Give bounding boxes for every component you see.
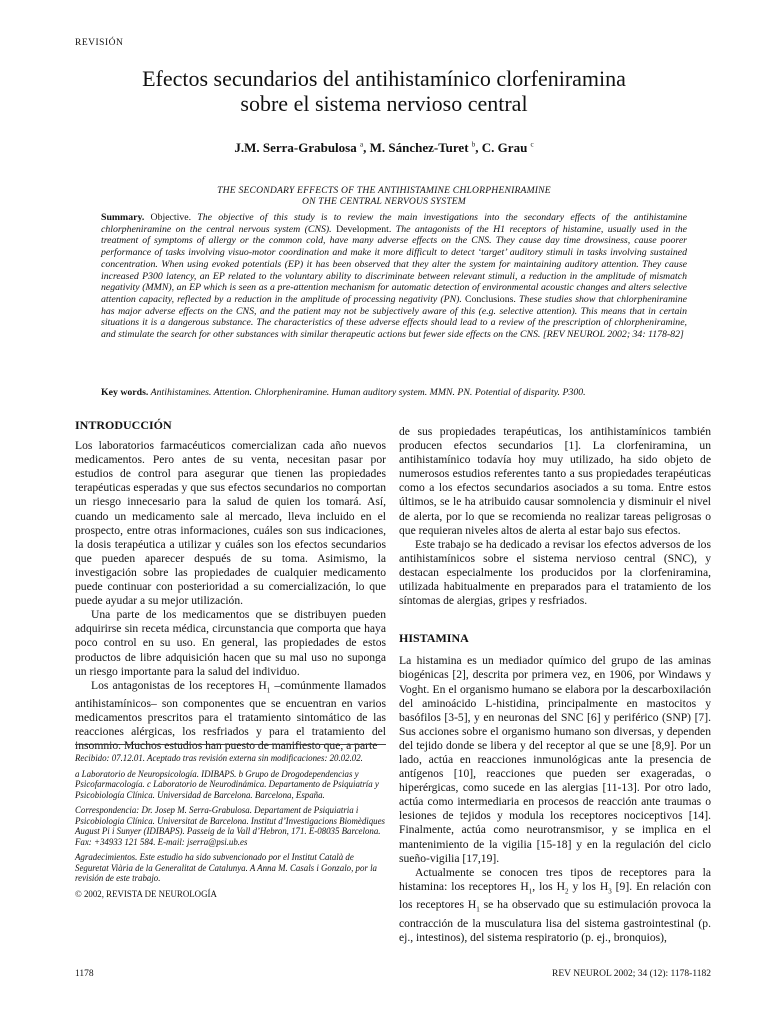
section-heading-histamina: HISTAMINA	[399, 631, 469, 646]
paragraph-text: Actualmente se conocen tres tipos de receptores para la histamina: los receptores H	[399, 865, 711, 893]
footnote-divider	[75, 744, 386, 745]
paragraph-text: se ha observado que su estimulación provoca la contracción de la musculatura lisa del sistema gastrointestinal (p. ej., intestinos), del sistema respiratorio (p. ej., bronquios),	[399, 898, 711, 944]
author-affiliation-mark: b	[471, 140, 476, 149]
subscript: 3	[608, 887, 612, 896]
title-line-2: sobre el sistema nervioso central	[240, 91, 528, 116]
author-affiliation-mark: a	[359, 140, 364, 149]
summary-label: Summary.	[101, 212, 145, 223]
copyright-note: © 2002, REVISTA DE NEUROLOGÍA	[75, 888, 217, 899]
english-title	[100, 185, 668, 207]
journal-reference: REV NEUROL 2002; 34 (12): 1178-1182	[552, 969, 711, 979]
objective-text: The objective of this study is to review the main investigations into the secondary effects of the antihistamine chlorpheniramine on the central nervous system (CNS).	[101, 212, 687, 235]
english-title-line-1: THE SECONDARY EFFECTS OF THE ANTIHISTAMINE CHLORPHENIRAMINE	[217, 185, 551, 196]
keywords-label: Key words.	[101, 387, 149, 398]
received-note: Recibido: 07.12.01. Aceptado tras revisión externa sin modificaciones: 20.02.02.	[75, 753, 363, 763]
right-column	[399, 425, 711, 945]
author-separator: ,	[475, 140, 482, 155]
affiliations-note: a Laboratorio de Neuropsicología. IDIBAPS. b Grupo de Drogodependencias y Psicofarmacología. c Laboratorio de Neurodinámica. Departamento de Psiquiatría y Psicobiología Clínica. Universidad de Barcelona. Barcelona, España.	[75, 768, 379, 800]
left-column	[75, 418, 386, 753]
conclusions-label: Conclusions.	[464, 293, 516, 305]
author-list	[75, 140, 693, 156]
paragraph-text: [9]. En relación con los receptores H	[399, 879, 711, 912]
english-title-line-2: ON THE CENTRAL NERVOUS SYSTEM	[301, 196, 466, 207]
body-paragraph: Este trabajo se ha dedicado a revisar los efectos adversos de los antihistamínicos sobre el sistema nervioso central (SNC), y destacan especialmente los producidos por la clorfeniramina, utilizada habitualmente en preparados para el tratamiento de los síntomas de alergias, gripes y resfriados.	[399, 537, 711, 608]
footnotes	[75, 753, 386, 904]
page-number: 1178	[75, 969, 94, 979]
author-name: M. Sánchez-Turet	[369, 140, 469, 155]
paragraph-text: , los H	[532, 879, 566, 893]
body-paragraph: La histamina es un mediador químico del grupo de las aminas biogénicas [2], descrita por primera vez, en 1906, por Windaws y Voght. En el organismo humano se elabora por la descarboxilación del aminoácido L-histidina, principalmente en mastocitos y basófilos [3-5], y en neuronas del SNC [6] y periférico (SNP) [7]. Sus acciones sobre el organismo humano son diversas, y dependen del tejido donde se libera y del receptor al que se une [8,9]. Por un lado, actúa en reacciones inmunológicas ante la presencia de antígenos [10], reacciones que pueden ser exageradas, o hiperérgicas, como sucede en las alergias [11-13]. Por otro lado, actúa como intermediaria en procesos de reacción ante traumas o lesiones de tejidos y modula los receptores nociceptivos [14]. Finalmente, actúa como neurotransmisor, y se implica en el mantenimiento de la vigilia [15-18] y en la regulación del ciclo sueño-vigilia [17,19].	[399, 654, 711, 865]
body-paragraph: Una parte de los medicamentos que se distribuyen pueden adquirirse sin receta médica, circunstancia que comporta que haya poco control en su uso. En general, las propiedades de estos productos de libre adquisición hacen que su mal uso no suponga un riesgo importante para la salud del individuo.	[75, 608, 386, 678]
subscript: 1	[476, 905, 480, 914]
acknowledgements-note: Agradecimientos. Este estudio ha sido subvencionado por el Institut Català de Seguretat Viària de la Generalitat de Catalunya. A Anna M. Casals i Gonzalo, por la revisión de este trabajo.	[75, 852, 377, 883]
keywords-text: Antihistamines. Attention. Chlorpheniramine. Human auditory system. MMN. PN. Potential of disparity. P300.	[150, 387, 586, 398]
section-heading-introduccion: INTRODUCCIÓN	[75, 418, 172, 432]
author-name: J.M. Serra-Grabulosa	[234, 140, 357, 155]
subscript: 1	[266, 686, 271, 694]
conclusions-text: These studies show that chlorpheniramine has major adverse effects on the CNS, and the patient may not be subjectively aware of this (e.g. selective attention). This means that in certain situations it is a dangerous substance. The characteristics of these adverse effects should lead to a review of the prescription of chlorpheniramine, and stimulate the search for other substances with similar therapeutic actions but fewer side effects on the CNS. [REV NEUROL 2002; 34: 1178-82]	[101, 293, 687, 341]
body-paragraph: de sus propiedades terapéuticas, los antihistamínicos también producen efectos secundarios [1]. La clorfeniramina, un antihistamínico todavía hoy muy utilizado, ha sido objeto de numerosos estudios referentes tanto a sus propiedades terapéuticas como a los efectos secundarios asociados a su toma. Entre estos últimos, se le ha atribuido causar somnolencia y disminuir el nivel de alerta, por lo que se recomienda no realizar tareas peligrosas o que requieran niveles altos de alerta al estar bajo sus efectos.	[399, 425, 711, 537]
development-label: Development.	[336, 223, 392, 235]
keywords	[101, 387, 687, 399]
paragraph-text: y los H	[568, 879, 609, 893]
author-separator: ,	[363, 140, 370, 155]
objective-label: Objective.	[150, 212, 192, 223]
body-paragraph	[399, 866, 711, 945]
subscript: 2	[565, 887, 569, 896]
correspondence-note: Correspondencia: Dr. Josep M. Serra-Grabulosa. Departament de Psiquiatria i Psicobiologia Clínica. Universitat de Barcelona. Institut d’Investigacions Biomèdiques August Pi i Sunyer (IDIBAPS). Passeig de la Vall d’Hebron, 171. E-08035 Barcelona. Fax: +34933 121 584. E-mail: jserra@psi.ub.es	[75, 805, 386, 847]
author-affiliation-mark: c	[530, 140, 534, 149]
abstract	[101, 212, 687, 341]
body-paragraph: Los laboratorios farmacéuticos comercializan cada año nuevos medicamentos. Pero antes de su venta, necesitan pasar por estudios de control para asegurar que tienen las propiedades terapéuticas esperadas y que sus efectos secundarios no comportan un riesgo innecesario para la salud de quien los tomará. Así, cuando un medicamento sale al mercado, lleva incluido en el prospecto, entre otras informaciones, cuáles son sus indicaciones, la dosis terapéutica a utilizar y cuáles son los efectos secundarios que pueden aparecer después de su toma. Asimismo, la investigación sobre las propiedades de cualquier medicamento puede continuar con posterioridad a su comercialización, lo que puede ayudar a su mejor utilización.	[75, 439, 386, 608]
paragraph-text: –comúnmente llamados antihistamínicos– son componentes que se encuentran en varios medicamentos prescritos para el tratamiento sintomático de las reacciones alérgicas, los resfriados y para el tratamiento del insomnio. Muchos estudios han puesto de manifiesto que, a parte	[75, 678, 386, 753]
section-tag: REVISIÓN	[75, 38, 124, 48]
article-title	[100, 66, 668, 116]
subscript: 1	[528, 887, 533, 896]
paragraph-text: Los antagonistas de los receptores H	[91, 678, 267, 692]
title-line-1: Efectos secundarios del antihistamínico clorfeniramina	[142, 66, 626, 91]
author-name: C. Grau	[481, 140, 528, 155]
development-text: The antagonists of the H1 receptors of histamine, usually used in the treatment of symptoms of allergy or the common cold, have many adverse effects on the CNS. They cause day time drowsiness, cause poorer performance of tasks involving visuo-motor coordination and make it more difficult to detect ‘target’ auditory stimuli in tasks involving sustained concentration. When using evoked potentials (EP) it has been observed that they alter the system for maintaining auditory attention. They cause increased P300 latency, an EP related to the voluntary ability to discriminate between relevant stimuli, a reduction in the amplitude of mismatch negativity (MMN), an EP which is seen as a pre-attention mechanism for automatic detection of environmental acoustic changes and alters selective attention capacity, reflected by a reduction in the amplitude of processing negativity (PN).	[101, 223, 687, 305]
body-paragraph	[75, 679, 386, 754]
